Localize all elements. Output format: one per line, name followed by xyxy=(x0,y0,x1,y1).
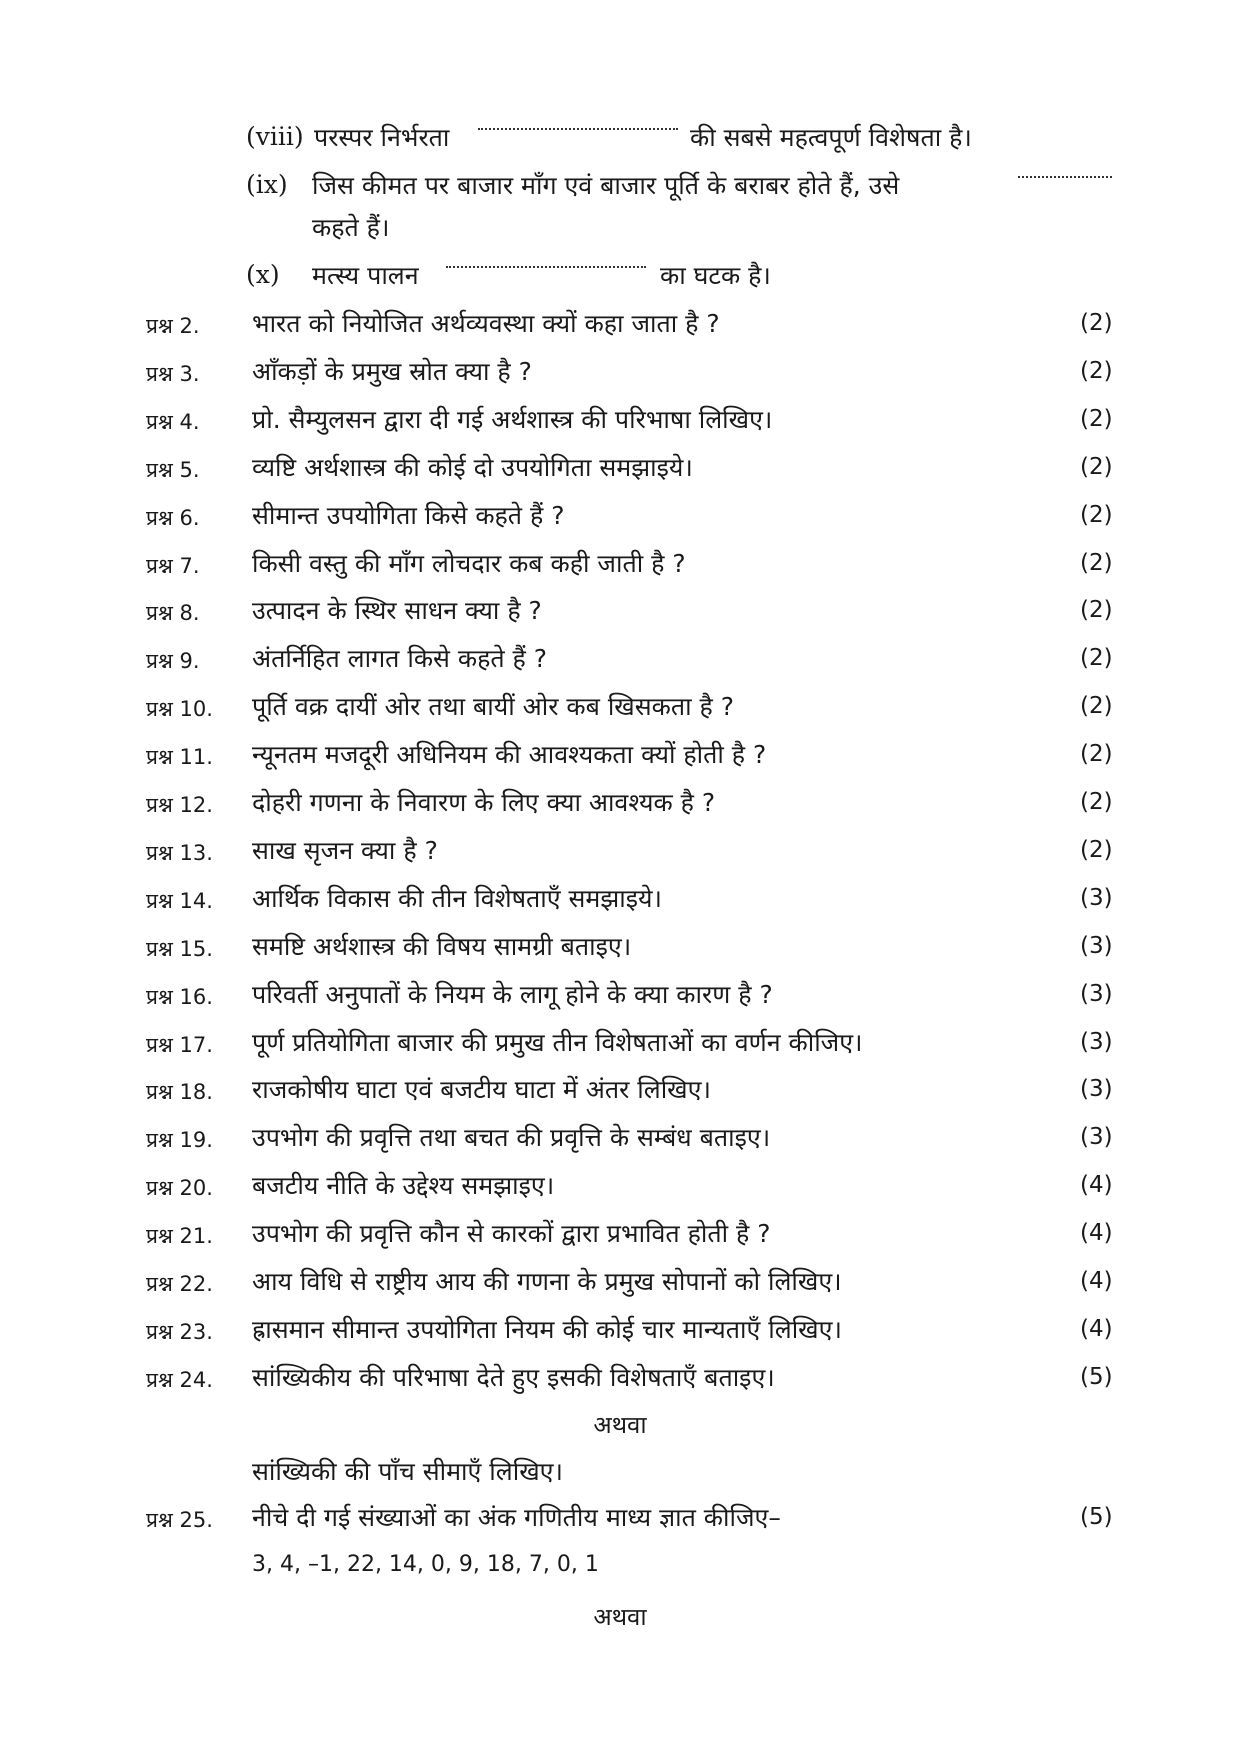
number-series: 3, 4, –1, 22, 14, 0, 9, 18, 7, 0, 1 xyxy=(252,1552,599,1577)
question-text: बजटीय नीति के उद्देश्य समझाइए। xyxy=(252,1171,555,1200)
question-text: किसी वस्तु की माँग लोचदार कब कही जाती है ? xyxy=(252,549,686,578)
question-number: प्रश्न 7. xyxy=(146,554,200,578)
question-marks: (2) xyxy=(1080,310,1113,336)
question-row xyxy=(0,737,1240,777)
question-text: पूर्ति वक्र दायीं ओर तथा बायीं ओर कब खिसकता है ? xyxy=(252,692,735,721)
question-number: प्रश्न 24. xyxy=(146,1368,213,1392)
question-text: राजकोषीय घाटा एवं बजटीय घाटा में अंतर लिखिए। xyxy=(252,1075,711,1104)
question-marks: (4) xyxy=(1080,1268,1113,1294)
question-row xyxy=(0,1264,1240,1304)
question-row xyxy=(0,1360,1240,1400)
question-marks: (2) xyxy=(1080,550,1113,576)
question-marks: (2) xyxy=(1080,789,1113,815)
question-text: दोहरी गणना के निवारण के लिए क्या आवश्यक है ? xyxy=(252,788,716,817)
question-marks: (2) xyxy=(1080,406,1113,432)
question-number: प्रश्न 3. xyxy=(146,362,200,386)
question-number: प्रश्न 15. xyxy=(146,937,213,961)
question-row xyxy=(0,1072,1240,1112)
question-text: ह्रासमान सीमान्त उपयोगिता नियम की कोई चार मान्यताएँ लिखिए। xyxy=(252,1315,842,1344)
question-number: प्रश्न 6. xyxy=(146,506,200,530)
question-text: साख सृजन क्या है ? xyxy=(252,836,438,865)
question-text: न्यूनतम मजदूरी अधिनियम की आवश्यकता क्यों होती है ? xyxy=(252,740,767,769)
question-row xyxy=(0,641,1240,681)
question-number: प्रश्न 8. xyxy=(146,601,200,625)
or-label: अथवा xyxy=(593,1603,647,1631)
question-row xyxy=(0,1312,1240,1352)
question-row xyxy=(0,354,1240,394)
question-marks: (2) xyxy=(1080,454,1113,480)
fill-in-text-continued: कहते हैं। xyxy=(312,213,390,242)
question-text: व्यष्टि अर्थशास्त्र की कोई दो उपयोगिता समझाइये। xyxy=(252,453,693,482)
question-marks: (5) xyxy=(1080,1364,1113,1390)
question-marks: (2) xyxy=(1080,837,1113,863)
question-text: परिवर्ती अनुपातों के नियम के लागू होने के क्या कारण है ? xyxy=(252,980,773,1009)
question-number: प्रश्न 9. xyxy=(146,649,200,673)
question-text: अंतर्निहित लागत किसे कहते हैं ? xyxy=(252,644,548,673)
fill-in-x xyxy=(0,258,1240,298)
question-row xyxy=(0,306,1240,346)
fill-in-viii xyxy=(0,120,1240,160)
question-row xyxy=(0,1168,1240,1208)
fill-in-ix xyxy=(0,168,1240,248)
question-row xyxy=(0,450,1240,490)
question-row xyxy=(0,689,1240,729)
fill-in-text: जिस कीमत पर बाजार माँग एवं बाजार पूर्ति के बराबर होते हैं, उसे xyxy=(312,171,900,200)
question-text: उपभोग की प्रवृत्ति तथा बचत की प्रवृत्ति के सम्बंध बताइए। xyxy=(252,1123,771,1152)
question-marks: (2) xyxy=(1080,741,1113,767)
blank-line xyxy=(478,128,678,130)
q24-alternative: सांख्यिकी की पाँच सीमाएँ लिखिए। xyxy=(252,1457,563,1486)
question-marks: (4) xyxy=(1080,1220,1113,1246)
question-marks: (4) xyxy=(1080,1316,1113,1342)
question-number: प्रश्न 13. xyxy=(146,841,213,865)
question-row xyxy=(0,785,1240,825)
question-row xyxy=(0,498,1240,538)
question-marks: (5) xyxy=(1080,1504,1113,1530)
question-text: आय विधि से राष्ट्रीय आय की गणना के प्रमुख सोपानों को लिखिए। xyxy=(252,1267,842,1296)
question-number: प्रश्न 21. xyxy=(146,1224,213,1248)
question-number: प्रश्न 12. xyxy=(146,793,213,817)
fill-in-number: (x) xyxy=(246,260,280,289)
question-number: प्रश्न 22. xyxy=(146,1272,213,1296)
question-row xyxy=(0,833,1240,873)
fill-in-text-before: परस्पर निर्भरता xyxy=(314,123,450,152)
question-25 xyxy=(0,1500,1240,1540)
question-number: प्रश्न 2. xyxy=(146,314,200,338)
question-row xyxy=(0,977,1240,1017)
question-text: उत्पादन के स्थिर साधन क्या है ? xyxy=(252,596,542,625)
blank-line xyxy=(446,266,646,268)
question-text: उपभोग की प्रवृत्ति कौन से कारकों द्वारा प्रभावित होती है ? xyxy=(252,1219,771,1248)
question-number: प्रश्न 25. xyxy=(146,1508,213,1532)
question-number: प्रश्न 19. xyxy=(146,1128,213,1152)
question-text: समष्टि अर्थशास्त्र की विषय सामग्री बताइए। xyxy=(252,932,632,961)
question-row xyxy=(0,881,1240,921)
question-number: प्रश्न 18. xyxy=(146,1080,213,1104)
question-number: प्रश्न 10. xyxy=(146,697,213,721)
blank-line xyxy=(1018,176,1112,178)
question-marks: (3) xyxy=(1080,1124,1113,1150)
question-marks: (3) xyxy=(1080,1029,1113,1055)
question-number: प्रश्न 20. xyxy=(146,1176,213,1200)
question-row xyxy=(0,402,1240,442)
question-row xyxy=(0,1216,1240,1256)
question-text: प्रो. सैम्युलसन द्वारा दी गई अर्थशास्त्र की परिभाषा लिखिए। xyxy=(252,405,773,434)
question-row xyxy=(0,593,1240,633)
question-marks: (3) xyxy=(1080,1076,1113,1102)
fill-in-text-before: मत्स्य पालन xyxy=(312,261,419,290)
question-text: सीमान्त उपयोगिता किसे कहते हैं ? xyxy=(252,501,565,530)
question-text: आँकड़ों के प्रमुख स्रोत क्या है ? xyxy=(252,357,532,386)
question-number: प्रश्न 17. xyxy=(146,1033,213,1057)
question-row xyxy=(0,1120,1240,1160)
question-number: प्रश्न 11. xyxy=(146,745,213,769)
question-marks: (2) xyxy=(1080,502,1113,528)
question-row xyxy=(0,546,1240,586)
question-marks: (4) xyxy=(1080,1172,1113,1198)
question-text: पूर्ण प्रतियोगिता बाजार की प्रमुख तीन विशेषताओं का वर्णन कीजिए। xyxy=(252,1028,863,1057)
question-number: प्रश्न 23. xyxy=(146,1320,213,1344)
fill-in-text-after: का घटक है। xyxy=(660,261,771,290)
question-marks: (2) xyxy=(1080,597,1113,623)
question-number: प्रश्न 14. xyxy=(146,889,213,913)
question-marks: (3) xyxy=(1080,885,1113,911)
question-text: नीचे दी गई संख्याओं का अंक गणितीय माध्य ज्ञात कीजिए– xyxy=(252,1503,781,1532)
question-marks: (2) xyxy=(1080,645,1113,671)
or-label: अथवा xyxy=(593,1411,647,1439)
fill-in-number: (ix) xyxy=(246,170,288,199)
question-marks: (3) xyxy=(1080,981,1113,1007)
question-number: प्रश्न 16. xyxy=(146,985,213,1009)
question-marks: (2) xyxy=(1080,693,1113,719)
question-text: भारत को नियोजित अर्थव्यवस्था क्यों कहा जाता है ? xyxy=(252,309,720,338)
question-text: सांख्यिकीय की परिभाषा देते हुए इसकी विशेषताएँ बताइए। xyxy=(252,1363,775,1392)
fill-in-number: (viii) xyxy=(246,122,304,151)
question-number: प्रश्न 4. xyxy=(146,410,200,434)
question-marks: (2) xyxy=(1080,358,1113,384)
fill-in-text-after: की सबसे महत्वपूर्ण विशेषता है। xyxy=(690,123,972,152)
question-row xyxy=(0,1025,1240,1065)
question-row xyxy=(0,929,1240,969)
question-text: आर्थिक विकास की तीन विशेषताएँ समझाइये। xyxy=(252,884,663,913)
question-marks: (3) xyxy=(1080,933,1113,959)
question-number: प्रश्न 5. xyxy=(146,458,200,482)
